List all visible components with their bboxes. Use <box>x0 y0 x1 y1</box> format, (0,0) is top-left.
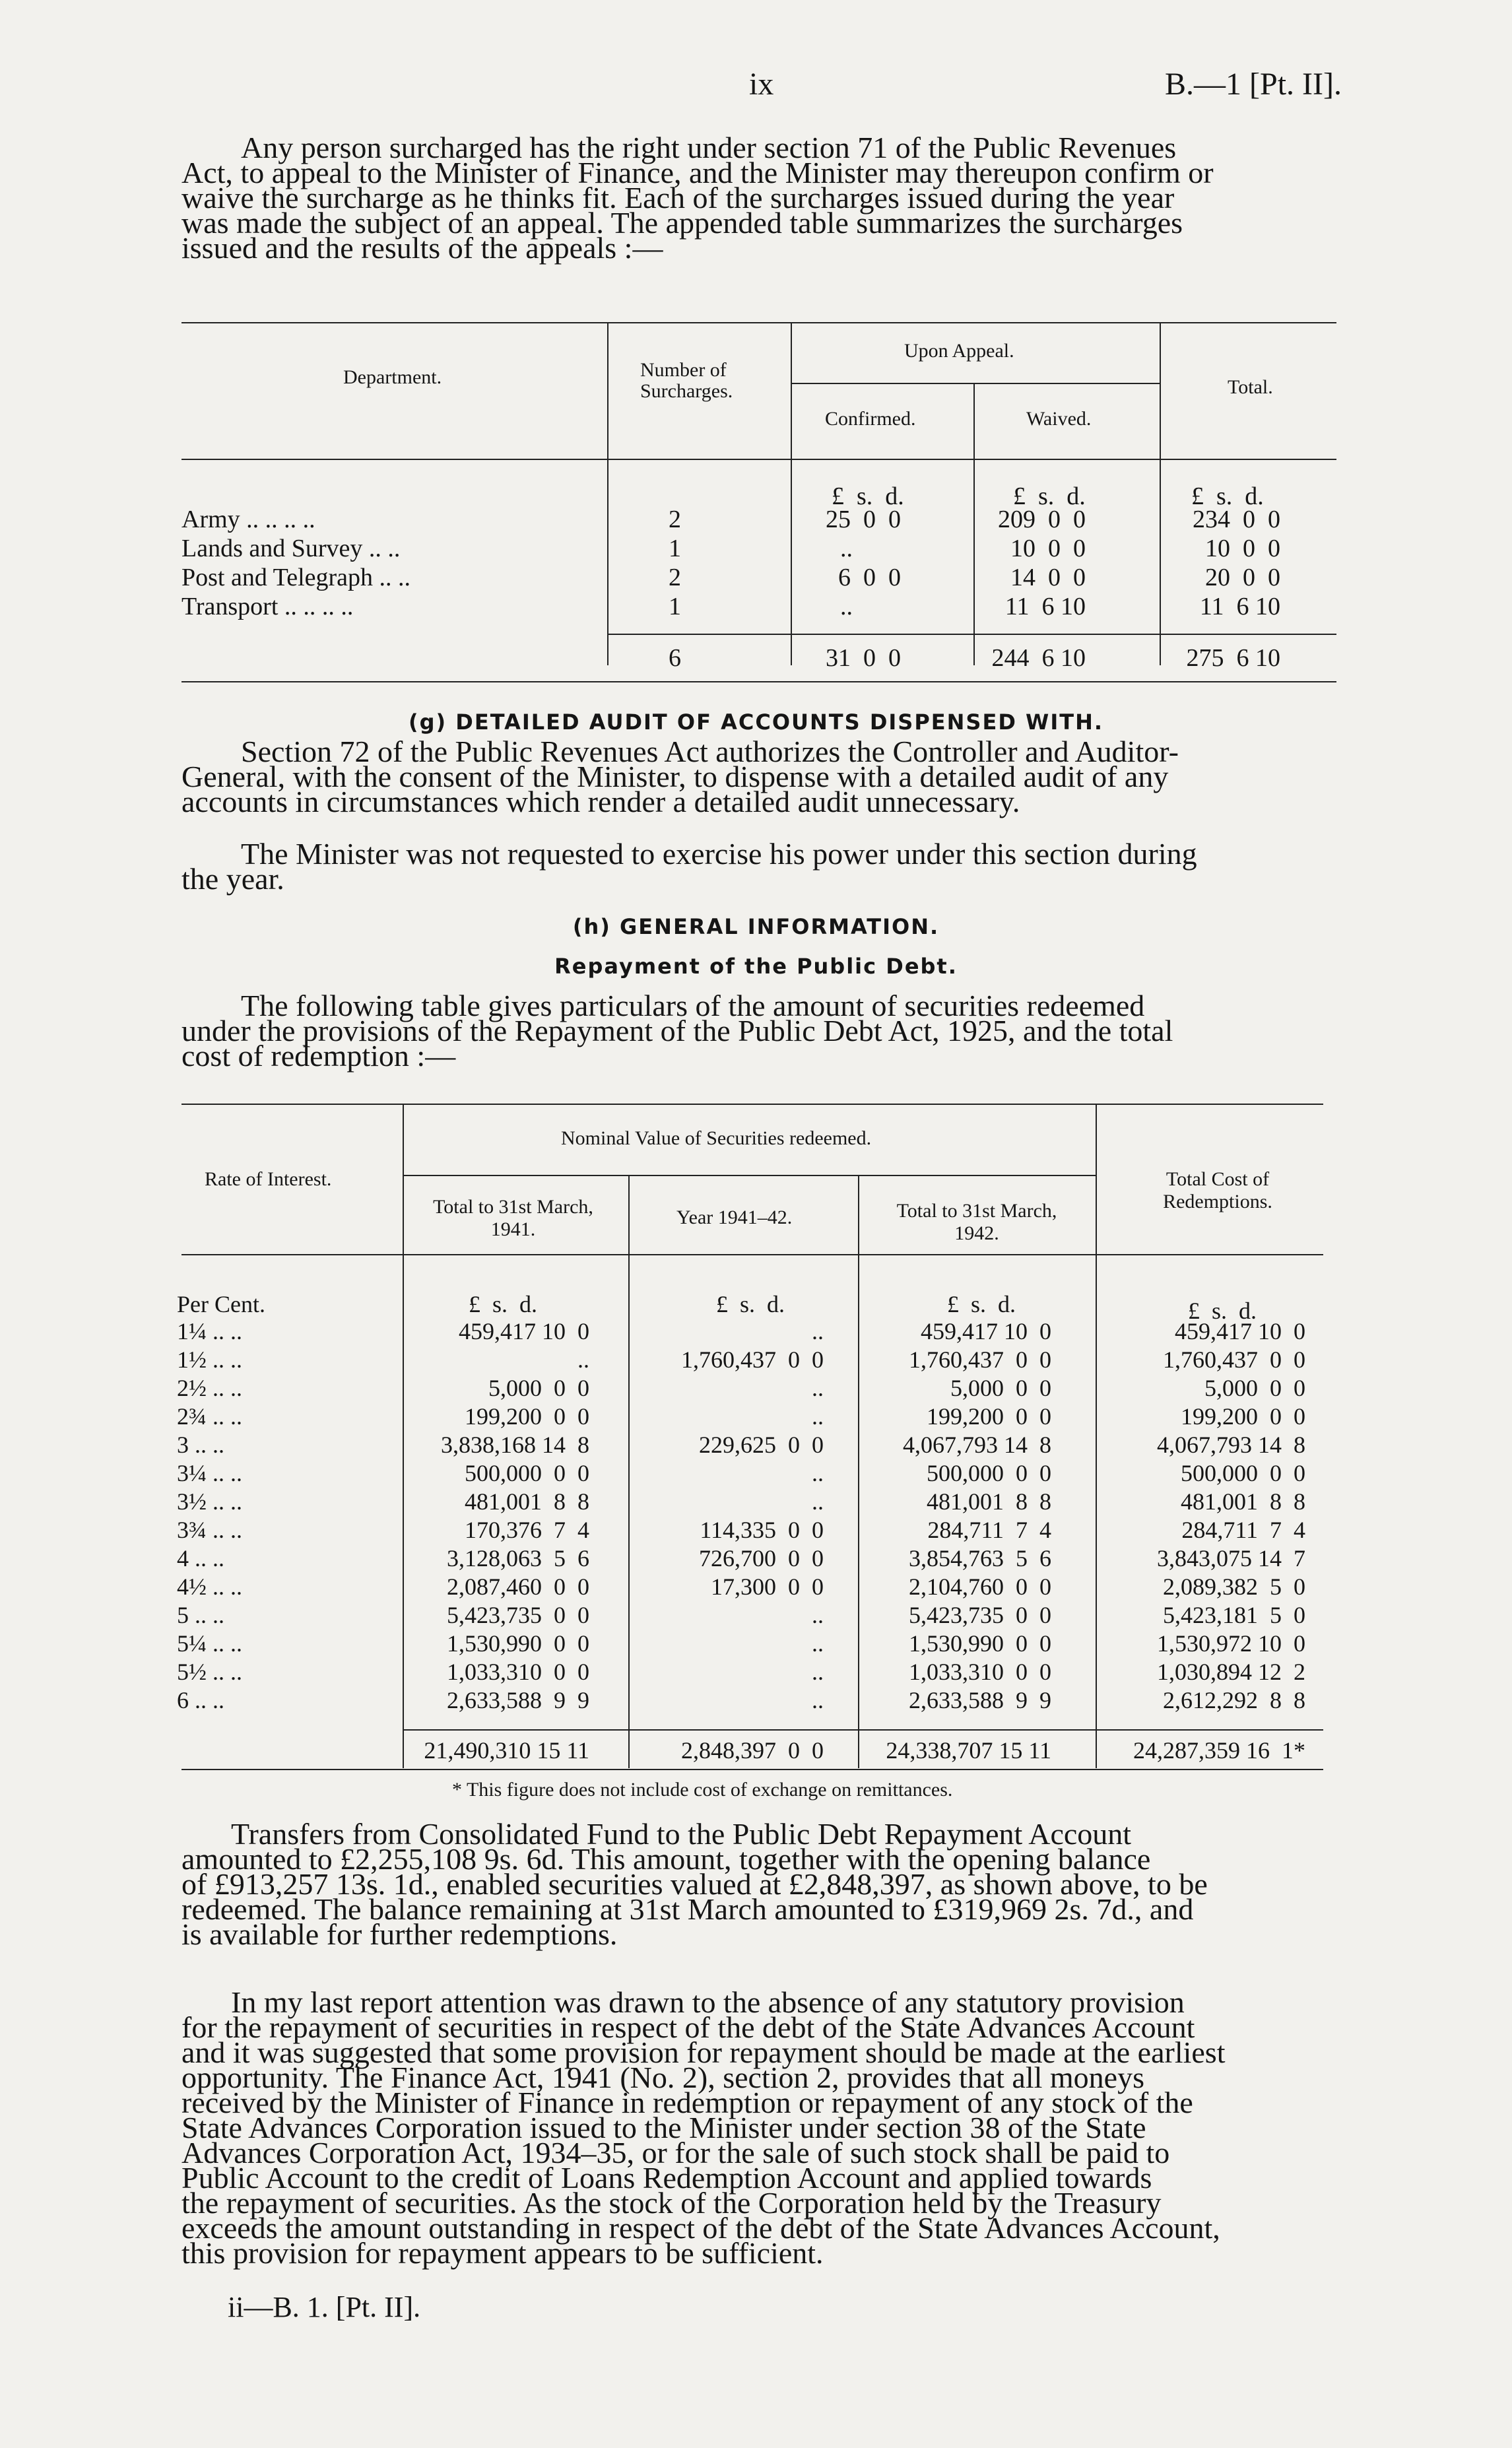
table-row <box>177 1430 1305 1459</box>
rate-cell: 4 .. .. <box>177 1544 224 1571</box>
number-cell: 2 <box>669 506 681 533</box>
rate-cell: 3 .. .. <box>177 1431 224 1458</box>
table-row <box>181 563 1280 592</box>
table-row <box>177 1345 1305 1373</box>
department-cell: Army .. .. .. .. <box>181 506 315 533</box>
subheading-repayment: Repayment of the Public Debt. <box>554 954 958 979</box>
cost-cell: 3,843,075 14 7 <box>1157 1544 1305 1571</box>
cost-cell: 459,417 10 0 <box>1175 1317 1305 1344</box>
year-cell: .. <box>812 1601 824 1628</box>
text-line: Transfers from Consolidated Fund to the Public Debt Repayment Account <box>231 1817 1132 1851</box>
total-cell: 11 6 10 <box>1199 593 1280 620</box>
unit-label: £ s. d. <box>469 1291 538 1317</box>
column-header-year: Year 1941–42. <box>676 1207 793 1228</box>
table-row <box>177 1515 1305 1544</box>
total-cell: 10 0 0 <box>1205 535 1280 562</box>
table-row <box>177 1686 1305 1714</box>
table-row <box>177 1657 1305 1686</box>
total-confirmed-cell: 31 0 0 <box>826 644 901 672</box>
total-1942-cell: 3,854,763 5 6 <box>909 1544 1051 1571</box>
total-1942-cell: 2,104,760 0 0 <box>909 1573 1051 1600</box>
year-cell: .. <box>812 1630 824 1657</box>
total-1942-cell: 5,423,735 0 0 <box>909 1601 1051 1628</box>
text-line: redeemed. The balance remaining at 31st March amounted to £319,969 2s. 7d., and <box>181 1892 1194 1926</box>
year-cell: .. <box>812 1459 824 1486</box>
debt-totals-row <box>177 1736 1305 1764</box>
table-row <box>177 1373 1305 1402</box>
column-header-total-cost: Total Cost of Redemptions. <box>1163 1168 1272 1212</box>
rate-cell: 5½ .. .. <box>177 1658 242 1685</box>
text-line: received by the Minister of Finance in redemption or repayment of any stock of the <box>181 2086 1193 2119</box>
text-line: The Minister was not requested to exercise his power under this section during <box>241 837 1197 871</box>
unit-label: £ s. d. <box>716 1291 785 1317</box>
table-row <box>177 1317 1305 1345</box>
total-1941-cell: 170,376 7 4 <box>465 1516 589 1543</box>
year-cell: .. <box>812 1317 824 1344</box>
cost-cell: 1,530,972 10 0 <box>1157 1630 1305 1657</box>
total-waived-cell: 244 6 10 <box>991 644 1086 672</box>
table-footnote: * This figure does not include cost of exchange on remittances. <box>452 1779 953 1801</box>
paragraph-transfers <box>181 1817 1336 1951</box>
total-cell: 234 0 0 <box>1193 506 1280 533</box>
waived-cell: 209 0 0 <box>998 506 1086 533</box>
surcharge-rows <box>181 505 1280 621</box>
rate-cell: 5¼ .. .. <box>177 1630 242 1657</box>
per-cent-label: Per Cent. <box>177 1291 265 1317</box>
document-reference: B.—1 [Pt. II]. <box>1165 67 1342 102</box>
paragraph-securities-redeemed <box>181 989 1336 1073</box>
total-1941-cell: 5,423,735 0 0 <box>447 1601 589 1628</box>
rate-cell: 2¾ .. .. <box>177 1403 242 1430</box>
surcharge-totals-row <box>181 644 1280 673</box>
unit-label: £ s. d. <box>947 1291 1016 1317</box>
cost-cell: 2,089,382 5 0 <box>1163 1573 1305 1600</box>
year-cell: .. <box>812 1374 824 1401</box>
text-line: Advances Corporation Act, 1934–35, or for the sale of such stock shall be paid to <box>181 2136 1170 2169</box>
table-row <box>181 505 1280 534</box>
text-line: amounted to £2,255,108 9s. 6d. This amount, together with the opening balance <box>181 1842 1151 1876</box>
column-header-department: Department. <box>343 366 442 388</box>
rate-cell: 5 .. .. <box>177 1601 224 1628</box>
text-line: opportunity. The Finance Act, 1941 (No. 2), section 2, provides that all moneys <box>181 2061 1144 2094</box>
column-header-total: Total. <box>1228 376 1273 398</box>
year-cell: 1,760,437 0 0 <box>681 1346 824 1373</box>
year-cell: 17,300 0 0 <box>711 1573 824 1600</box>
cost-cell: 5,423,181 5 0 <box>1163 1601 1305 1628</box>
total-1942-cell: 500,000 0 0 <box>927 1459 1051 1486</box>
text-line: General, with the consent of the Minister, to dispense with a detailed audit of any <box>181 760 1169 793</box>
unit-label: £ s. d. <box>1191 482 1264 510</box>
cost-cell: 2,612,292 8 8 <box>1163 1686 1305 1713</box>
total-1941-cell: 2,633,588 9 9 <box>447 1686 589 1713</box>
year-cell: .. <box>812 1403 824 1430</box>
rate-cell: 1½ .. .. <box>177 1346 242 1373</box>
number-cell: 1 <box>669 535 681 562</box>
section-heading-g: (g) DETAILED AUDIT OF ACCOUNTS DISPENSED WITH. <box>409 710 1103 735</box>
confirmed-cell: 25 0 0 <box>826 506 901 533</box>
total-1941-cell: 481,001 8 8 <box>465 1488 589 1515</box>
table-row <box>177 1402 1305 1430</box>
cost-cell: 1,760,437 0 0 <box>1163 1346 1305 1373</box>
text-line: and it was suggested that some provision for repayment should be made at the earliest <box>181 2035 1226 2069</box>
cost-cell: 4,067,793 14 8 <box>1157 1431 1305 1458</box>
paragraph-last-report <box>181 1985 1336 2270</box>
text-line: this provision for repayment appears to be sufficient. <box>181 2236 824 2270</box>
table-row <box>177 1459 1305 1487</box>
column-header-rate: Rate of Interest. <box>205 1168 332 1190</box>
year-cell: .. <box>812 1658 824 1685</box>
total-1941-sum: 21,490,310 15 11 <box>424 1737 589 1764</box>
column-header-number: Number of Surcharges. <box>640 359 733 402</box>
text-line: cost of redemption :— <box>181 1039 456 1073</box>
column-header-upon-appeal: Upon Appeal. <box>904 340 1014 362</box>
total-1942-cell: 284,711 7 4 <box>927 1516 1051 1543</box>
column-header-waived: Waived. <box>1026 408 1092 430</box>
text-line: In my last report attention was drawn to the absence of any statutory provision <box>231 1985 1185 2019</box>
cost-cell: 199,200 0 0 <box>1181 1403 1305 1430</box>
text-line: accounts in circumstances which render a detailed audit unnecessary. <box>181 785 1020 818</box>
number-cell: 2 <box>669 564 681 591</box>
text-line: Any person surcharged has the right under section 71 of the Public Revenues <box>241 131 1177 164</box>
total-1942-sum: 24,338,707 15 11 <box>886 1737 1051 1764</box>
footer-reference: ii—B. 1. [Pt. II]. <box>228 2291 421 2323</box>
rate-cell: 3¼ .. .. <box>177 1459 242 1486</box>
cost-cell: 481,001 8 8 <box>1181 1488 1305 1515</box>
text-line: is available for further redemptions. <box>181 1917 618 1951</box>
year-cell: 229,625 0 0 <box>699 1431 824 1458</box>
department-cell: Post and Telegraph .. .. <box>181 564 411 591</box>
table-row <box>177 1572 1305 1601</box>
text-line: State Advances Corporation issued to the Minister under section 38 of the State <box>181 2111 1146 2144</box>
text-line: the repayment of securities. As the stock of the Corporation held by the Treasury <box>181 2186 1162 2220</box>
total-1941-cell: 500,000 0 0 <box>465 1459 589 1486</box>
total-1941-cell: .. <box>577 1346 589 1373</box>
total-1942-cell: 1,760,437 0 0 <box>909 1346 1051 1373</box>
column-header-total-1942: Total to 31st March, 1942. <box>896 1200 1057 1244</box>
rate-cell: 3½ .. .. <box>177 1488 242 1515</box>
total-1942-cell: 459,417 10 0 <box>921 1317 1051 1344</box>
total-1941-cell: 3,838,168 14 8 <box>441 1431 589 1458</box>
paragraph-section-72 <box>181 735 1336 818</box>
table-row <box>177 1544 1305 1572</box>
unit-label: £ s. d. <box>1013 482 1086 510</box>
cost-cell: 500,000 0 0 <box>1181 1459 1305 1486</box>
text-line: the year. <box>181 862 284 896</box>
text-line: waive the surcharge as he thinks fit. Each of the surcharges issued during the year <box>181 181 1175 215</box>
rate-cell: 2½ .. .. <box>177 1374 242 1401</box>
total-1942-cell: 1,033,310 0 0 <box>909 1658 1051 1685</box>
paragraph-minister-not-requested <box>181 837 1336 896</box>
section-heading-h: (h) GENERAL INFORMATION. <box>572 914 940 939</box>
table-row <box>181 534 1280 563</box>
total-1942-cell: 4,067,793 14 8 <box>903 1431 1051 1458</box>
confirmed-cell: 6 0 0 <box>838 564 901 591</box>
text-line: was made the subject of an appeal. The appended table summarizes the surcharges <box>181 206 1183 240</box>
cost-cell: 284,711 7 4 <box>1181 1516 1305 1543</box>
rate-cell: 4½ .. .. <box>177 1573 242 1600</box>
confirmed-cell: .. <box>840 535 853 562</box>
total-1941-cell: 3,128,063 5 6 <box>447 1544 589 1571</box>
total-1942-cell: 2,633,588 9 9 <box>909 1686 1051 1713</box>
paragraph-surcharge-appeals <box>181 131 1336 265</box>
text-line: exceeds the amount outstanding in respect of the debt of the State Advances Account, <box>181 2211 1220 2245</box>
cost-sum: 24,287,359 16 1* <box>1133 1737 1305 1764</box>
year-cell: .. <box>812 1488 824 1515</box>
text-line: of £913,257 13s. 1d., enabled securities valued at £2,848,397, as shown above, to be <box>181 1867 1208 1901</box>
waived-cell: 14 0 0 <box>1010 564 1086 591</box>
total-1941-cell: 5,000 0 0 <box>488 1374 589 1401</box>
year-cell: 726,700 0 0 <box>699 1544 824 1571</box>
total-1942-cell: 481,001 8 8 <box>927 1488 1051 1515</box>
year-cell: 114,335 0 0 <box>700 1516 824 1543</box>
column-header-nominal: Nominal Value of Securities redeemed. <box>561 1127 872 1149</box>
year-cell: .. <box>812 1686 824 1713</box>
total-1941-cell: 1,033,310 0 0 <box>447 1658 589 1685</box>
department-cell: Transport .. .. .. .. <box>181 593 354 620</box>
waived-cell: 10 0 0 <box>1010 535 1086 562</box>
text-line: Section 72 of the Public Revenues Act authorizes the Controller and Auditor- <box>241 735 1179 768</box>
number-cell: 1 <box>669 593 681 620</box>
debt-rows <box>177 1317 1305 1714</box>
rate-cell: 6 .. .. <box>177 1686 224 1713</box>
rate-cell: 1¼ .. .. <box>177 1317 242 1344</box>
text-line: The following table gives particulars of the amount of securities redeemed <box>241 989 1145 1022</box>
text-line: for the repayment of securities in respect of the debt of the State Advances Account <box>181 2010 1195 2044</box>
total-1941-cell: 199,200 0 0 <box>465 1403 589 1430</box>
confirmed-cell: .. <box>840 593 853 620</box>
total-1942-cell: 199,200 0 0 <box>927 1403 1051 1430</box>
total-1942-cell: 5,000 0 0 <box>950 1374 1051 1401</box>
total-1942-cell: 1,530,990 0 0 <box>909 1630 1051 1657</box>
table-row <box>181 592 1280 621</box>
table-row <box>177 1601 1305 1629</box>
text-line: Act, to appeal to the Minister of Finance, and the Minister may thereupon confirm or <box>181 156 1214 189</box>
rate-cell: 3¾ .. .. <box>177 1516 242 1543</box>
total-1941-cell: 2,087,460 0 0 <box>447 1573 589 1600</box>
total-number-cell: 6 <box>669 644 681 672</box>
cost-cell: 1,030,894 12 2 <box>1157 1658 1305 1685</box>
year-sum: 2,848,397 0 0 <box>681 1737 824 1764</box>
department-cell: Lands and Survey .. .. <box>181 535 401 562</box>
text-line: under the provisions of the Repayment of the Public Debt Act, 1925, and the total <box>181 1014 1173 1047</box>
total-cell: 20 0 0 <box>1205 564 1280 591</box>
column-header-confirmed: Confirmed. <box>825 408 916 430</box>
table-row <box>177 1629 1305 1657</box>
page-number: ix <box>749 67 774 102</box>
column-header-total-1941: Total to 31st March, 1941. <box>433 1196 593 1240</box>
unit-label: £ s. d. <box>832 482 904 510</box>
unit-label: £ s. d. <box>1188 1298 1257 1324</box>
total-1941-cell: 1,530,990 0 0 <box>447 1630 589 1657</box>
waived-cell: 11 6 10 <box>1004 593 1086 620</box>
table-row <box>177 1487 1305 1515</box>
total-total-cell: 275 6 10 <box>1186 644 1280 672</box>
text-line: Public Account to the credit of Loans Redemption Account and applied towards <box>181 2161 1152 2195</box>
text-line: issued and the results of the appeals :— <box>181 231 663 265</box>
total-1941-cell: 459,417 10 0 <box>459 1317 589 1344</box>
cost-cell: 5,000 0 0 <box>1204 1374 1305 1401</box>
